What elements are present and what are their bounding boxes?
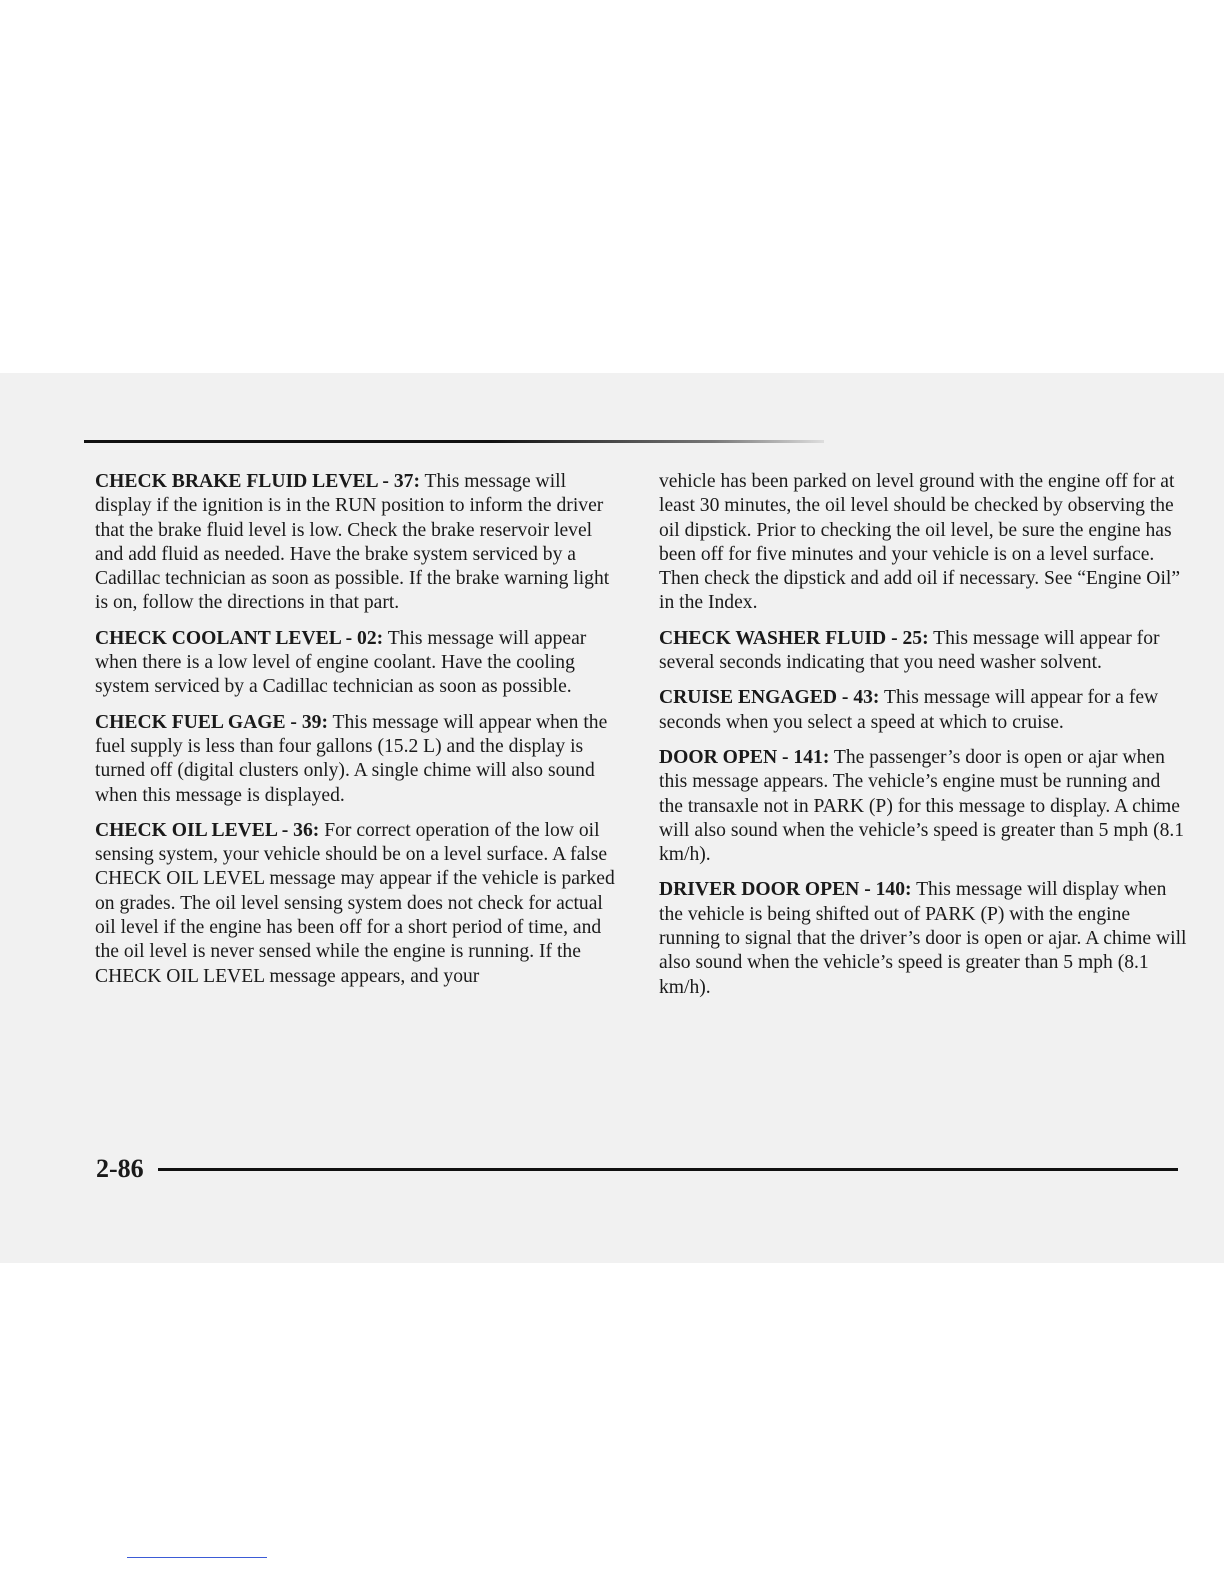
entry-text: This message will display if the ignition is in the RUN position to inform the driver that the brake fluid level is low. Check the brake reservoir level and add fluid as needed. Have the brake system serviced by a Cadillac technician as soon as possible. If the brake warning light is on, follow the directions in that part.	[95, 471, 610, 614]
link-underline[interactable]	[127, 1557, 267, 1558]
entry-check-washer-fluid	[659, 627, 1189, 676]
right-column	[659, 470, 1189, 1011]
entry-text: This message will display when the vehicle is being shifted out of PARK (P) with the engine running to signal that the driver’s door is open or ajar. A chime will also sound when the vehicle’s speed is greater than 5 mph (8.1 km/h).	[659, 879, 1187, 998]
entry-term: CHECK BRAKE FLUID LEVEL - 37:	[95, 471, 420, 492]
entry-check-coolant	[95, 627, 625, 700]
entry-check-oil-level	[95, 819, 625, 989]
entry-term: DRIVER DOOR OPEN - 140:	[659, 879, 912, 901]
entry-text: This message will appear for several seconds indicating that you need washer solvent.	[659, 627, 1160, 674]
entry-term: DOOR OPEN - 141:	[659, 746, 830, 768]
entry-text: The passenger’s door is open or ajar when this message appears. The vehicle’s engine must be running and the transaxle not in PARK (P) for this message to display. A chime will also sound when the vehicle’s speed is greater than 5 mph (8.1 km/h).	[659, 746, 1185, 866]
entry-text: For correct operation of the low oil sensing system, your vehicle should be on a level surface. A false CHECK OIL LEVEL message may appear if the vehicle is parked on grades. The oil level sensing system does not check for actual oil level if the engine has been off for a short period of time, and the oil level is never sensed while the engine is running. If the CHECK OIL LEVEL message appears, and your	[95, 819, 615, 987]
entry-check-fuel-gage	[95, 711, 625, 808]
entry-term: CHECK COOLANT LEVEL - 02:	[95, 627, 384, 649]
entry-text: This message will appear when there is a low level of engine coolant. Have the cooling system serviced by a Cadillac technician as soon as possible.	[95, 627, 587, 698]
bottom-rule	[158, 1168, 1178, 1171]
top-rule	[84, 440, 824, 443]
entry-driver-door-open	[659, 878, 1189, 999]
entry-continuation: vehicle has been parked on level ground with the engine off for at least 30 minutes, the oil level should be checked by observing the oil dipstick. Prior to checking the oil level, be sure the engine has been off for five minutes and your vehicle is on a level surface. Then check the dipstick and add oil if necessary. See “Engine Oil” in the Index.	[659, 471, 1181, 614]
entry-text: This message will appear for a few seconds when you select a speed at which to cruise.	[659, 687, 1159, 733]
entry-check-brake-fluid	[95, 470, 625, 616]
entry-term: CHECK OIL LEVEL - 36:	[95, 819, 320, 841]
entry-term: CHECK WASHER FLUID - 25:	[659, 627, 929, 649]
page-number: 2-86	[96, 1154, 144, 1183]
entry-term: CHECK FUEL GAGE - 39:	[95, 711, 328, 733]
entry-cruise-engaged	[659, 686, 1189, 735]
entry-term: CRUISE ENGAGED - 43:	[659, 687, 880, 709]
entry-text: This message will appear when the fuel supply is less than four gallons (15.2 L) and the display is turned off (digital clusters only). A single chime will also sound when this message is displayed.	[95, 711, 608, 806]
entry-door-open	[659, 746, 1189, 867]
left-column	[95, 470, 625, 1000]
